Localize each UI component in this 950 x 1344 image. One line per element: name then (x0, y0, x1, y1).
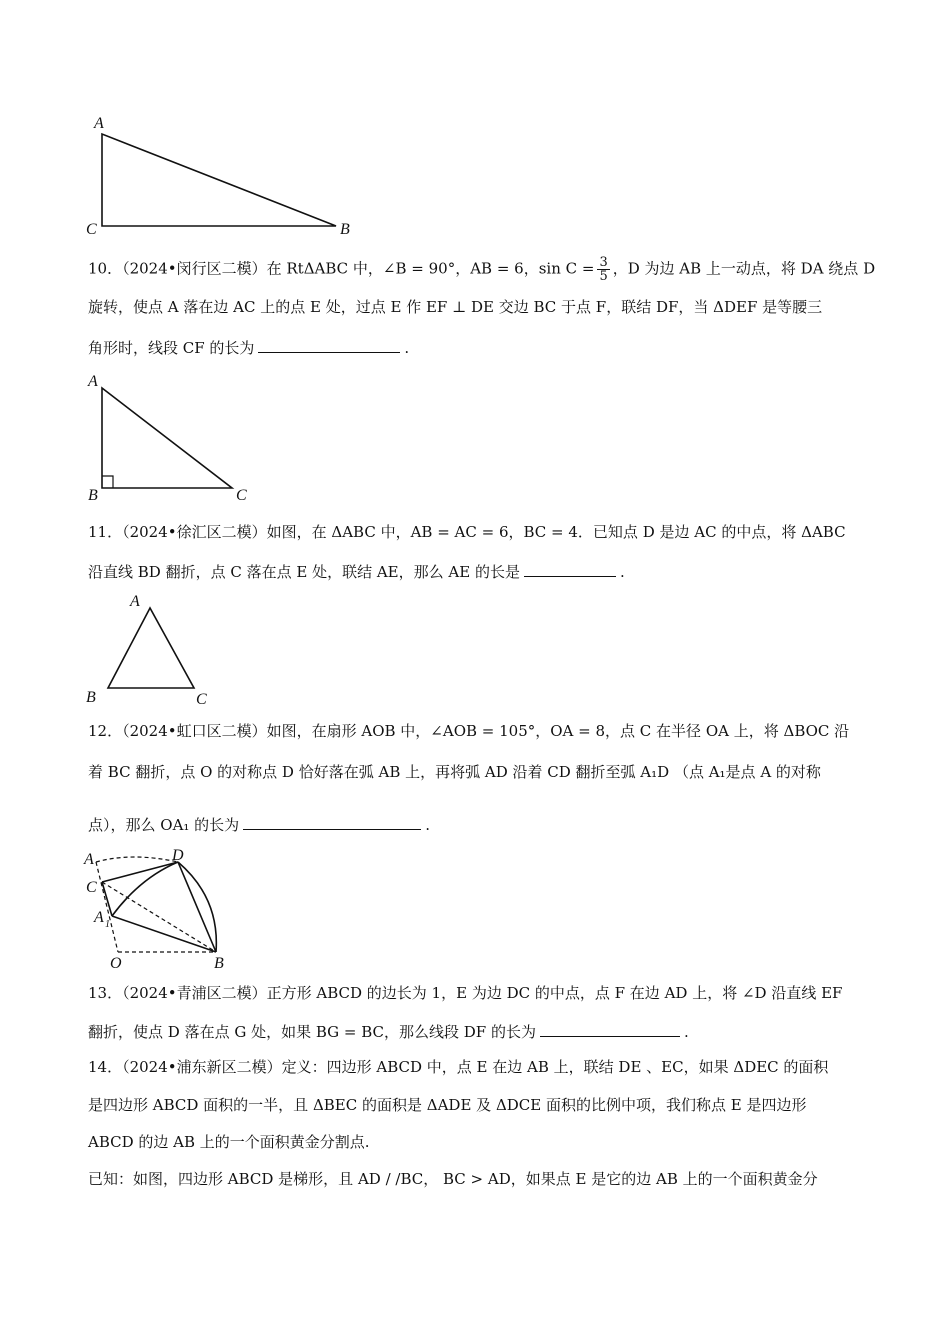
triangle-abc-diagram (80, 112, 370, 242)
problem-12-line-1 (88, 724, 868, 739)
dashed-radius-oa (96, 862, 118, 952)
vertex-label-b: B (340, 221, 350, 238)
problem-10-text-d: 角形时，线段 CF 的长为 (88, 339, 255, 357)
answer-blank-12[interactable] (243, 815, 421, 830)
vertex-label-b: B (86, 689, 96, 706)
answer-blank-11[interactable] (524, 562, 616, 577)
problem-10-text-a: 10．（2024•闵行区二模）在 RtΔABC 中，∠B = 90°，AB = 6，sin C = (88, 259, 595, 278)
isosceles-triangle-diagram (80, 590, 220, 710)
isosceles-triangle-outline (108, 608, 194, 688)
problem-10-line-1 (88, 255, 876, 284)
problem-11-period: . (619, 563, 625, 581)
triangle-figure-top (80, 112, 370, 242)
problem-14-line-2 (88, 1098, 868, 1113)
problem-10-line-2 (88, 300, 868, 315)
right-triangle-diagram (80, 370, 260, 510)
sector-fold-diagram (80, 848, 250, 972)
vertex-label-c: C (236, 487, 247, 504)
problem-14-text-b: 是四边形 ABCD 面积的一半，且 ΔBEC 的面积是 ΔADE 及 ΔDCE 面积的比例中项，我们称点 E 是四边形 (88, 1096, 807, 1114)
problem-10-text-c: 旋转，使点 A 落在边 AC 上的点 E 处，过点 E 作 EF ⊥ DE 交边 BC 于点 F，联结 DF，当 ΔDEF 是等腰三 (88, 298, 823, 316)
point-label-d: D (172, 847, 184, 864)
problem-14-line-3 (88, 1135, 868, 1150)
problem-14-text-c: ABCD 的边 AB 上的一个面积黄金分割点. (88, 1133, 370, 1151)
problem-12-line-2 (88, 765, 868, 780)
isosceles-triangle-figure (80, 590, 220, 710)
answer-blank-13[interactable] (540, 1022, 680, 1037)
segment-a1b (112, 916, 216, 952)
point-label-o: O (110, 955, 122, 972)
problem-12-period: . (425, 816, 430, 834)
problem-12-text-b: 着 BC 翻折，点 O 的对称点 D 恰好落在弧 AB 上，再将弧 AD 沿着 CD 翻折至弧 A₁D （点 A₁是点 A 的对称 (88, 763, 821, 781)
problem-13-line-2 (88, 1022, 868, 1040)
right-angle-mark (102, 476, 113, 488)
problem-10-period: . (404, 339, 410, 357)
point-label-a1: A (94, 909, 104, 926)
problem-11-text-a: 11．（2024•徐汇区二模）如图，在 ΔABC 中，AB = AC = 6，BC = 4．已知点 D 是边 AC 的中点，将 ΔABC (88, 523, 846, 541)
problem-14-line-1 (88, 1060, 868, 1075)
right-triangle-figure (80, 370, 260, 510)
problem-14-line-4 (88, 1172, 868, 1187)
vertex-label-a: A (130, 593, 140, 610)
dashed-arc-ad (96, 857, 178, 862)
dashed-line-cb (102, 882, 216, 952)
point-label-a: A (84, 851, 94, 868)
problem-13-line-1 (88, 986, 868, 1001)
vertex-label-a: A (88, 373, 98, 390)
problem-13-text-b: 翻折，使点 D 落在点 G 处，如果 BG = BC，那么线段 DF 的长为 (88, 1023, 536, 1041)
answer-blank-10[interactable] (258, 338, 400, 353)
problem-11-text-b: 沿直线 BD 翻折，点 C 落在点 E 处，联结 AE，那么 AE 的长是 (88, 563, 520, 581)
right-triangle-outline (102, 388, 232, 488)
problem-12-line-3 (88, 815, 868, 833)
vertex-label-c: C (86, 221, 97, 238)
point-label-c: C (86, 879, 97, 896)
problem-12-text-c: 点），那么 OA₁ 的长为 (88, 816, 240, 834)
fraction-three-fifths (597, 256, 609, 283)
point-label-b: B (214, 955, 224, 972)
problem-11-line-1 (88, 525, 868, 540)
vertex-label-b: B (88, 487, 98, 504)
problem-13-text-a: 13．（2024•青浦区二模）正方形 ABCD 的边长为 1，E 为边 DC 的中点，点 F 在边 AD 上，将 ∠D 沿直线 EF (88, 984, 843, 1002)
problem-11-line-2 (88, 562, 868, 580)
problem-14-text-a: 14．（2024•浦东新区二模）定义：四边形 ABCD 中，点 E 在边 AB 上，联结 DE 、EC，如果 ΔDEC 的面积 (88, 1058, 829, 1076)
problem-14-text-d: 已知：如图，四边形 ABCD 是梯形，且 AD / /BC， BC > AD，如果点 E 是它的边 AB 上的一个面积黄金分 (88, 1170, 818, 1188)
problem-13-period: . (684, 1023, 689, 1041)
point-label-a1-subscript: 1 (105, 919, 110, 930)
vertex-label-a: A (94, 115, 104, 132)
problem-12-text-a: 12．（2024•虹口区二模）如图，在扇形 AOB 中，∠AOB = 105°，OA = 8，点 C 在半径 OA 上，将 ΔBOC 沿 (88, 722, 850, 740)
problem-10-text-b: ，D 为边 AB 上一动点，将 DA 绕点 D (612, 259, 876, 278)
fraction-denominator: 5 (599, 269, 608, 284)
problem-10-line-3 (88, 338, 868, 356)
fraction-numerator: 3 (599, 255, 608, 270)
segment-cd (102, 862, 178, 882)
vertex-label-c: C (196, 691, 207, 708)
sector-fold-figure (80, 848, 250, 972)
triangle-outline (102, 134, 336, 226)
